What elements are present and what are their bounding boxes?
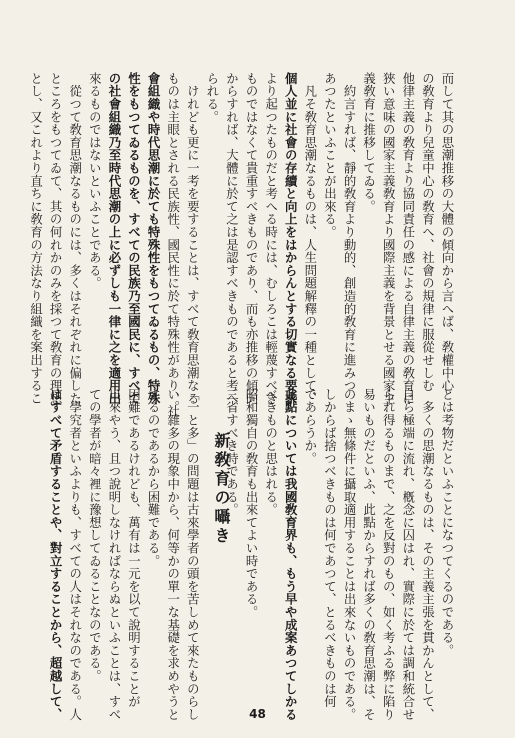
- text-column: 昭和獨自の敎育も出來てよい時である。: [244, 388, 260, 619]
- text-column: 三省すべき時である。: [224, 388, 240, 516]
- text-column: 「一と多」の問題は古來學者の頭を苦しめて來たものらし: [185, 388, 201, 721]
- text-column: しからば捨つべきものは何であつて、とるべきものは何: [322, 388, 338, 708]
- text-column: の社會組織乃至時代思潮の上に必ずしも一律に之を適用出: [106, 72, 122, 405]
- text-column: ものではなくて貴重すべきものであり、而も亦推移の傾向: [244, 72, 260, 405]
- text-column: あつたといふことが出來る。: [322, 72, 338, 239]
- text-column: とは考物だといふことになつてくるのである。: [440, 388, 455, 657]
- text-column: ところをもつてゐて、其の何れかのみを採つて敎育の理想: [48, 72, 64, 405]
- text-column: 個人並に社會の存續と向上をはからんとする切實なる要求: [283, 72, 299, 405]
- text-column: 自ら極端に流れ、槪念に囚はれ、實際に於ては調和統合せ: [400, 388, 416, 721]
- text-column: 義敎育に推移してゐる。: [361, 72, 377, 213]
- text-column: けれども更に一考を要することは、すべて敎育思潮なる: [185, 72, 201, 405]
- section-heading: 新敎育の囁き: [212, 432, 231, 546]
- text-column: 多くの思潮なるものは、その主義主張を貫かんとして、: [420, 388, 436, 721]
- text-column: ての學者が暗々裡に豫想してゐることなのである。: [87, 388, 103, 683]
- text-column: 此點については我國敎育界も、もう早や成案あつてしかる: [283, 388, 299, 721]
- text-column: 出來やう、且つ說明しなければならぬといふことは、すべ: [106, 388, 122, 721]
- text-column: べきものと思はれる。: [263, 388, 279, 516]
- text-column: より起つたものだと考へる時には、むしろこは輕蔑すべき: [263, 72, 279, 405]
- text-column: 易いものだといふ、此點からすれば多くの敎育思潮は、そ: [361, 388, 377, 721]
- text-column: のまゝ無條件に攝取適用することは出來ないものである。: [342, 388, 358, 721]
- text-column: 約言すれば、靜的敎育より動的、創造的敎育に進みつ: [342, 72, 358, 392]
- text-column: からすれば、大體に於て之は是認すべきものであると考へ: [224, 72, 240, 405]
- text-column: 他律主義の敎育より協同責任の感による自律主義の敎育に: [400, 72, 416, 405]
- text-column: 而して其の思潮推移の大體の傾向から言へば、敎權中心: [440, 72, 455, 392]
- text-column: するのであるから困難である。: [146, 388, 162, 568]
- text-column: られる。: [204, 72, 220, 124]
- text-column: の敎育より兒童中心の敎育へ、社會の規律に服從せしむ: [420, 72, 436, 392]
- text-column: 凡そ敎育思潮なるものは、人生問題解釋の一種として、: [302, 72, 318, 405]
- text-column: ものは主眼とされる民族性、國民性に於て特殊性があり、社: [165, 72, 181, 418]
- text-column: はすべて矛盾することや、對立することから、超越して、: [48, 388, 64, 721]
- text-column: 困難であるけれども、萬有は一元を以て說明することが: [126, 388, 142, 708]
- text-column: 性をもつてゐるものを、すべての民族乃至國民に、すべて: [126, 72, 142, 405]
- text-column: であらうか。: [302, 388, 318, 465]
- page-number: 48: [249, 707, 266, 721]
- upper-text-block: [28, 72, 457, 418]
- text-column: 學究者といふよりも、すべての人はそれなのである。人: [67, 388, 83, 721]
- text-column: られ得るものまで、之を反對のもの、如く考ふる弊に陷り: [381, 388, 397, 721]
- text-column: とし、又これより直ちに敎育の方法なり組織を案出するこ: [28, 72, 44, 405]
- text-column: 來るものではないといふことである。: [87, 72, 103, 290]
- text-column: 狹い意味の國家主義敎育より國際主義を背景とせる國家主: [381, 72, 397, 405]
- text-column: い。雜多の現象中から、何等かの單一な基礎を求めやうと: [165, 388, 181, 721]
- text-column: 從つて敎育思潮なるものには、多くはそれぞれに偏した: [67, 72, 83, 405]
- text-column: 會組織や時代思潮に於ても特殊性をもつてゐるもの、特殊: [146, 72, 162, 405]
